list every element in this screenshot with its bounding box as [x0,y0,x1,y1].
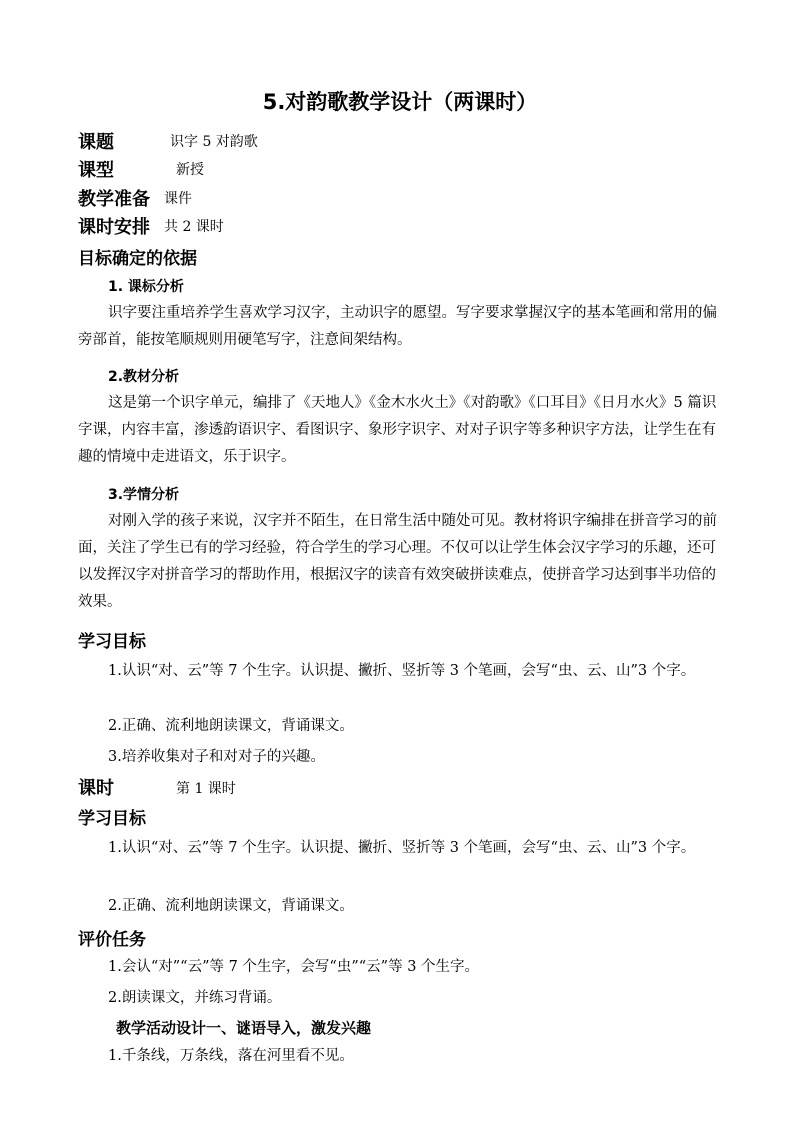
section-heading-curriculum: 1. 课标分析 [108,279,184,295]
section-text-curriculum: 识字要注重培养学生喜欢学习汉字，主动识字的愿望。写字要求掌握汉字的基本笔画和常用的偏旁部首，能按笔顺规则用硬笔写字，注意间架结构。 [78,305,717,348]
lesson-goals-heading: 学习目标 [78,809,146,829]
activity-heading: 教学活动设计一、谜语导入，激发兴趣 [116,1019,372,1037]
info-value-schedule: 共 2 课时 [164,219,224,235]
evaluation-item: 2.朗读课文，并练习背诵。 [108,990,282,1006]
evaluation-item: 1.会认“对”“云”等 7 个生字，会写“虫”“云”等 3 个生字。 [108,959,480,975]
lesson-value: 第 1 课时 [176,781,236,797]
section-text-textbook: 这是第一个识字单元，编排了《天地人》《金木水火土》《对韵歌》《口耳目》《日月水火》5 篇识字课，内容丰富，渗透韵语识字、看图识字、象形字识字、对对子识字等多种识字方法，让学生在有趣的情境中走进语文，乐于识字。 [78,395,717,465]
section-heading-students: 3.学情分析 [108,487,180,503]
info-key-subject: 课题 [78,132,114,153]
goal-item: 1.认识“对、云”等 7 个生字。认识提、撇折、竖折等 3 个笔画，会写“虫、云、山”3 个字。 [108,663,696,679]
goals-heading: 学习目标 [78,632,146,652]
evaluation-heading: 评价任务 [78,930,146,950]
lesson-goal-item: 2.正确、流利地朗读课文，背诵课文。 [108,898,354,914]
info-key-preparation: 教学准备 [78,189,150,210]
info-value-subject: 识字 5 对韵歌 [170,134,258,150]
activity-item: 1.千条线，万条线，落在河里看不见。 [108,1048,354,1064]
section-text-students: 对刚入学的孩子来说，汉字并不陌生，在日常生活中随处可见。教材将识字编排在拼音学习的前面，关注了学生已有的学习经验，符合学生的学习心理。不仅可以让学生体会汉字学习的乐趣，还可以发挥汉字对拼音学习的帮助作用，根据汉字的读音有效突破拼读难点，使拼音学习达到事半功倍的效果。 [78,513,717,610]
info-key-schedule: 课时安排 [78,217,150,238]
lesson-key: 课时 [78,778,114,799]
info-value-preparation: 课件 [164,191,192,207]
goal-item: 3.培养收集对子和对对子的兴趣。 [108,749,325,765]
section-heading-textbook: 2.教材分析 [108,369,180,385]
basis-heading: 目标确定的依据 [78,249,197,269]
info-key-type: 课型 [78,160,114,181]
lesson-goal-item: 1.认识“对、云”等 7 个生字。认识提、撇折、竖折等 3 个笔画，会写“虫、云、山”3 个字。 [108,840,696,856]
info-value-type: 新授 [176,162,204,178]
goal-item: 2.正确、流利地朗读课文，背诵课文。 [108,718,354,734]
document-title: 5.对韵歌教学设计（两课时） [262,90,538,114]
